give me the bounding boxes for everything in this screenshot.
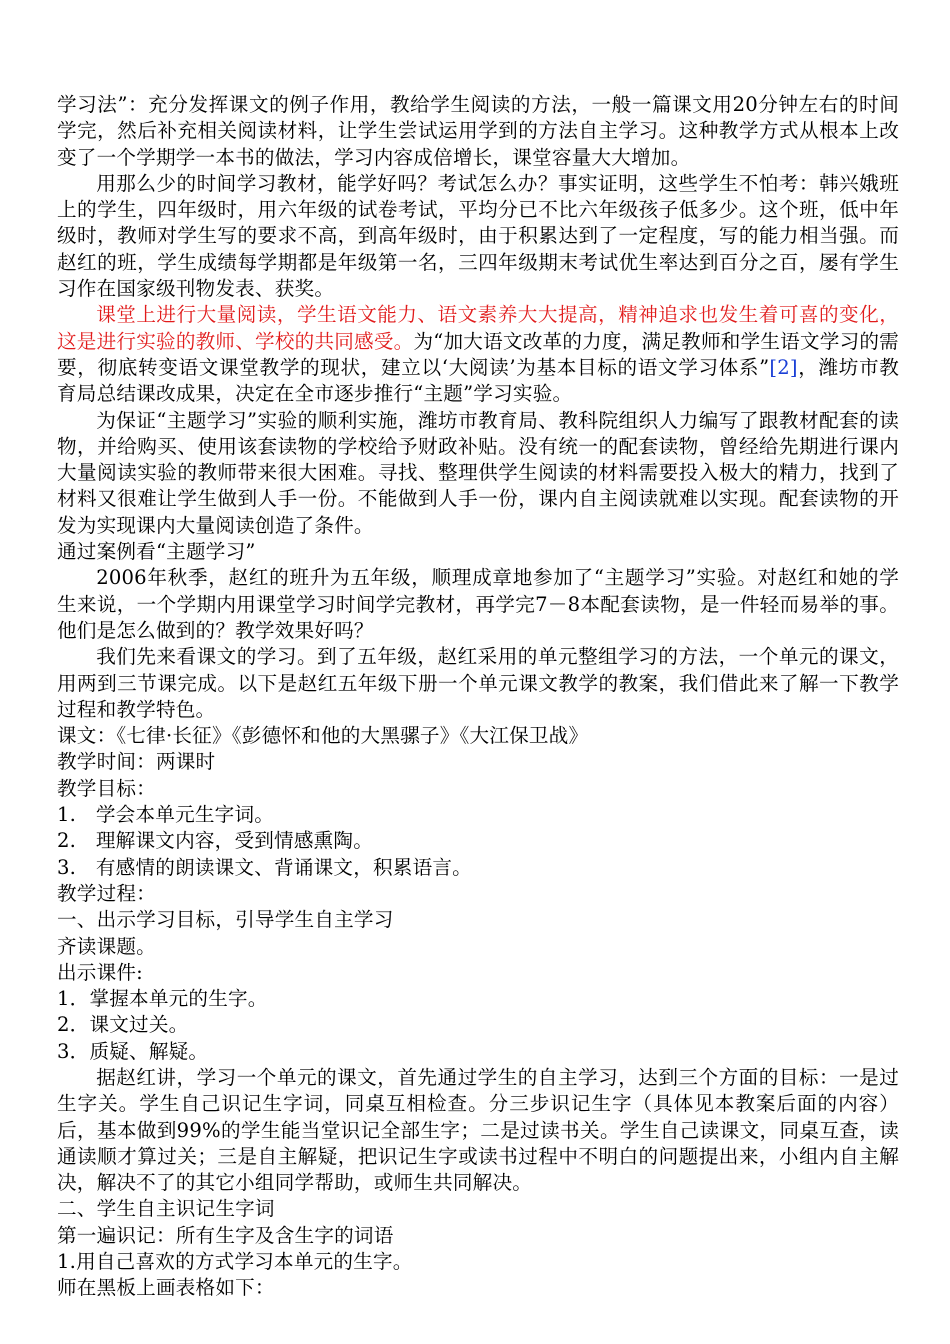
- paragraph: 为保证“主题学习”实验的顺利实施，潍坊市教育局、教科院组织人力编写了跟教材配套的读物，并给购买、使用该套读物的学校给予财政补贴。没有统一的配套读物，曾经给先期进行课内大量阅读实验的教师带来很大困难。寻找、整理供学生阅读的材料需要投入极大的精力，找到了材料又很难让学生做到人手一份。不能做到人手一份，课内自主阅读就难以实现。配套读物的开发为实现课内大量阅读创造了条件。: [57, 408, 899, 537]
- citation-link[interactable]: [2]: [769, 355, 798, 379]
- step-heading: 一、出示学习目标，引导学生自主学习: [57, 908, 394, 932]
- paragraph: 用那么少的时间学习教材，能学好吗？考试怎么办？事实证明，这些学生不怕考：韩兴娥班上的学生，四年级时，用六年级的试卷考试，平均分已不比六年级孩子低多少。这个班，低中年级时，教师对学生写的要求不高，到高年级时，由于积累达到了一定程度，写的能力相当强。而赵红的班，学生成绩每学期都是年级第一名，三四年级期末考试优生率达到百分之百，屡有学生习作在国家级刊物发表、获奖。: [57, 171, 899, 301]
- list-item: 3．质疑、解疑。: [57, 1039, 209, 1063]
- lesson-texts: 课文：《七律·长征》《彭德怀和他的大黑骡子》《大江保卫战》: [57, 724, 589, 748]
- process-label: 教学过程：: [57, 881, 156, 905]
- lesson-time: 教学时间：两课时: [57, 750, 216, 774]
- paragraph-text: ，潍坊市教育局总结课改成果，决定在全市逐步推行“主题”学习实验。: [57, 355, 900, 406]
- list-item: 1．掌握本单元的生字。: [57, 987, 268, 1011]
- paragraph: 第一遍识记：所有生字及含生字的词语: [57, 1223, 394, 1247]
- paragraph: 齐读课题。: [57, 934, 156, 958]
- document-page: [57, 92, 899, 1302]
- list-item: 1. 学会本单元生字词。: [57, 803, 275, 827]
- paragraph: [57, 302, 899, 407]
- goals-label: 教学目标：: [57, 776, 156, 800]
- section-heading: 通过案例看“主题学习”: [57, 540, 256, 564]
- paragraph: 师在黑板上画表格如下：: [57, 1276, 275, 1300]
- list-item: 3. 有感情的朗读课文、背诵课文，积累语言。: [57, 855, 472, 879]
- paragraph-text: 为“加大语文改革的力度，满足教师和学生语文学习的需要，彻底转变语文课堂教学的现状，建立以‘大阅读’为基本目标的语文学习体系”: [57, 329, 899, 379]
- paragraph: 学习法”：充分发挥课文的例子作用，教给学生阅读的方法，一般一篇课文用20分钟左右的时间学完，然后补充相关阅读材料，让学生尝试运用学到的方法自主学习。这种教学方式从根本上改变了一个学期学一本书的做法，学习内容成倍增长，课堂容量大大增加。: [57, 93, 899, 169]
- highlighted-text: 课堂上进行大量阅读，学生语文能力、语文素养大大提高，精神追求也发生着可喜的变化，这是进行实验的教师、学校的共同感受。: [57, 303, 899, 353]
- paragraph: 我们先来看课文的学习。到了五年级，赵红采用的单元整组学习的方法，一个单元的课文，用两到三节课完成。以下是赵红五年级下册一个单元课文教学的教案，我们借此来了解一下教学过程和教学特色。: [57, 645, 899, 721]
- list-item: 2. 理解课文内容，受到情感熏陶。: [57, 829, 374, 853]
- paragraph: 1.用自己喜欢的方式学习本单元的生字。: [57, 1250, 413, 1274]
- list-item: 2．课文过关。: [57, 1013, 189, 1037]
- paragraph: 2006年秋季，赵红的班升为五年级，顺理成章地参加了“主题学习”实验。对赵红和她的学生来说，一个学期内用课堂学习时间学完教材，再学完7－8本配套读物，是一件轻而易举的事。他们是怎么做到的？教学效果好吗？: [57, 566, 899, 642]
- paragraph: 出示课件:: [57, 960, 143, 984]
- paragraph: 据赵红讲，学习一个单元的课文，首先通过学生的自主学习，达到三个方面的目标：一是过生字关。学生自己识记生字词，同桌互相检查。分三步识记生字（具体见本教案后面的内容）后，基本做到99%的学生能当堂识记全部生字；二是过读书关。学生自己读课文，同桌互查，读通读顺才算过关；三是自主解疑，把识记生字或读书过程中不明白的问题提出来，小组内自主解决，解决不了的其它小组同学帮助，或师生共同解决。: [57, 1065, 899, 1195]
- step-heading: 二、学生自主识记生字词: [57, 1197, 275, 1221]
